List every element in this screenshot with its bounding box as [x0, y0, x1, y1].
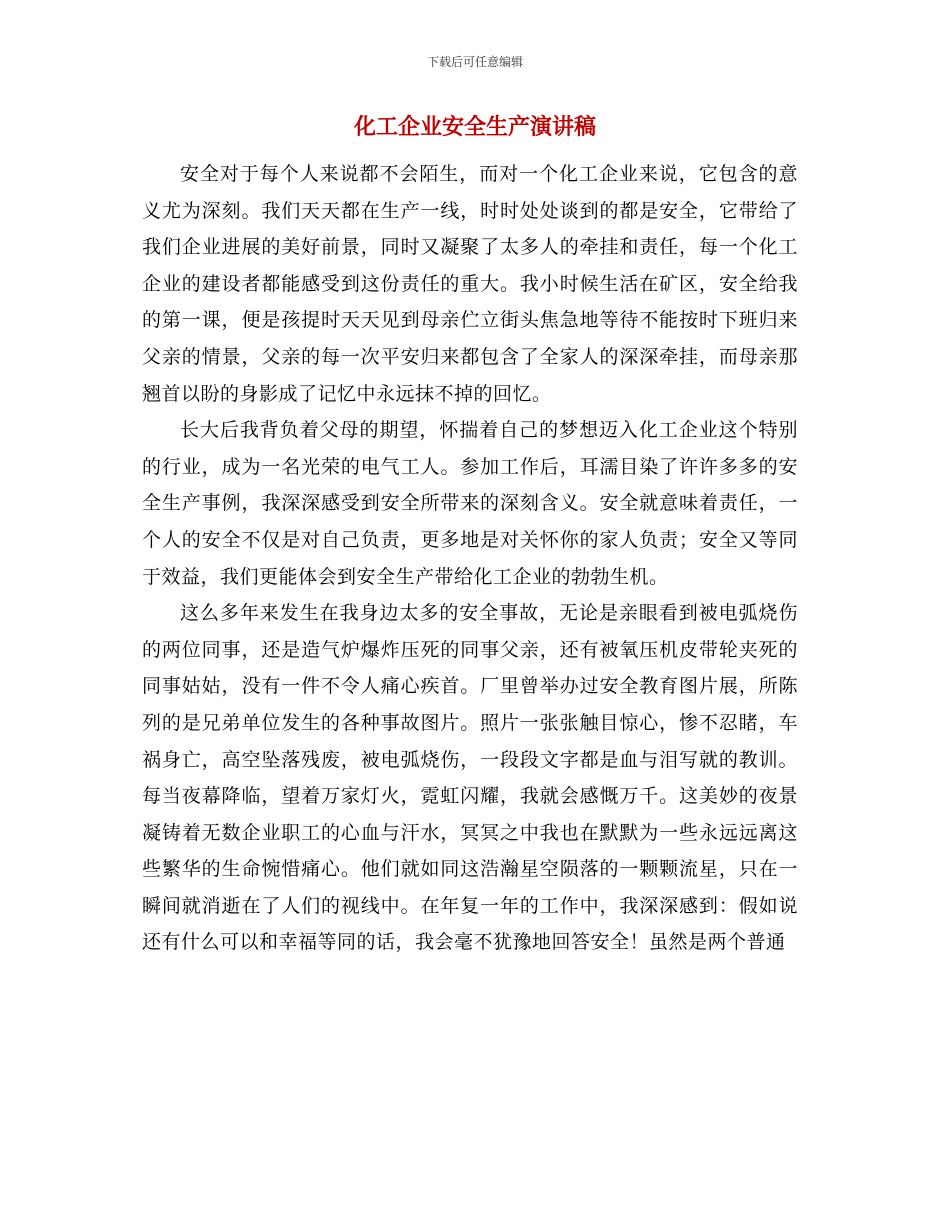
paragraph: 这么多年来发生在我身边太多的安全事故，无论是亲眼看到被电弧烧伤的两位同事，还是造气炉爆炸压死的同事父亲，还有被氧压机皮带轮夹死的同事姑姑，没有一件不令人痛心疾首。厂里曾举办过安全教育图片展，所陈列的是兄弟单位发生的各种事故图片。照片一张张触目惊心，惨不忍睹，车祸身亡，高空坠落残废，被电弧烧伤，一段段文字都是血与泪写就的教训。每当夜幕降临，望着万家灯火，霓虹闪耀，我就会感慨万千。这美妙的夜景凝铸着无数企业职工的心血与汗水，冥冥之中我也在默默为一些永远远离这些繁华的生命惋惜痛心。他们就如同这浩瀚星空陨落的一颗颗流星，只在一瞬间就消逝在了人们的视线中。在年复一年的工作中，我深深感到：假如说还有什么可以和幸福等同的话，我会毫不犹豫地回答安全！虽然是两个普通 — [142, 602, 798, 954]
document-title: 化工企业安全生产演讲稿 — [353, 115, 596, 140]
paragraph: 长大后我背负着父母的期望，怀揣着自己的梦想迈入化工企业这个特别的行业，成为一名光荣的电气工人。参加工作后，耳濡目染了许许多多的安全生产事例，我深深感受到安全所带来的深刻含义。安全就意味着责任，一个人的安全不仅是对自己负责，更多地是对关怀你的家人负责；安全又等同于效益，我们更能体会到安全生产带给化工企业的勃勃生机。 — [142, 419, 798, 588]
document-body — [142, 156, 798, 961]
paragraph: 安全对于每个人来说都不会陌生，而对一个化工企业来说，它包含的意义尤为深刻。我们天天都在生产一线，时时处处谈到的都是安全，它带给了我们企业进展的美好前景，同时又凝聚了太多人的牵挂和责任，每一个化工企业的建设者都能感受到这份责任的重大。我小时候生活在矿区，安全给我的第一课，便是孩提时天天见到母亲伫立街头焦急地等待不能按时下班归来父亲的情景，父亲的每一次平安归来都包含了全家人的深深牵挂，而母亲那翘首以盼的身影成了记忆中永远抹不掉的回忆。 — [142, 163, 798, 405]
page-header-note: 下载后可任意编辑 — [426, 55, 523, 69]
